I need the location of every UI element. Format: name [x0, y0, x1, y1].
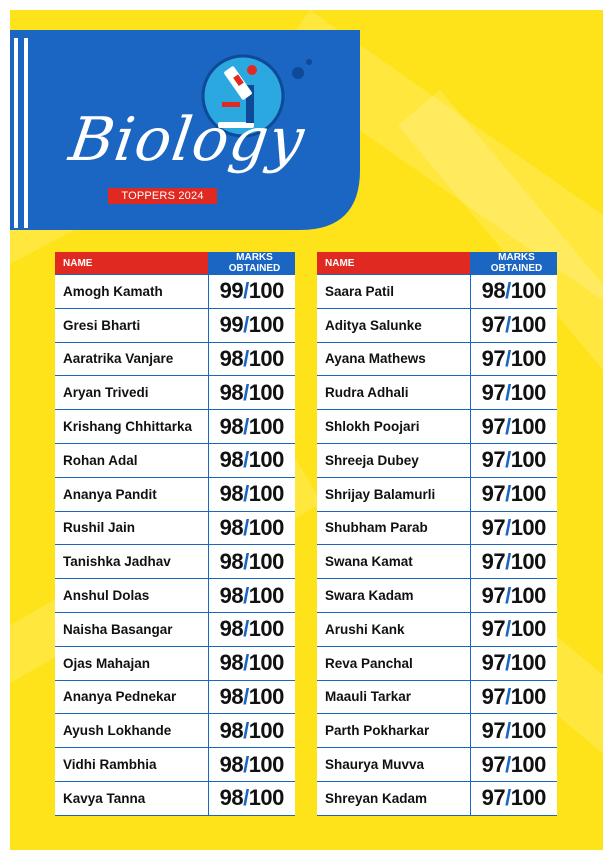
student-marks: 97/100 — [470, 342, 557, 376]
student-name: Swana Kamat — [317, 545, 470, 579]
student-name: Parth Pokharkar — [317, 714, 470, 748]
table-row — [55, 308, 295, 342]
table-row — [55, 579, 295, 613]
student-marks: 99/100 — [208, 275, 295, 309]
student-marks: 97/100 — [470, 680, 557, 714]
student-marks: 97/100 — [470, 511, 557, 545]
student-name: Aditya Salunke — [317, 308, 470, 342]
student-name: Gresi Bharti — [55, 308, 208, 342]
student-marks: 97/100 — [470, 308, 557, 342]
student-name: Ananya Pednekar — [55, 680, 208, 714]
student-marks: 98/100 — [208, 646, 295, 680]
table-row — [55, 545, 295, 579]
table-row — [317, 612, 557, 646]
table-row — [317, 680, 557, 714]
poster — [10, 10, 603, 850]
student-marks: 98/100 — [208, 477, 295, 511]
toppers-table-left — [55, 252, 295, 816]
student-name: Vidhi Rambhia — [55, 748, 208, 782]
name-column-header: NAME — [317, 252, 470, 275]
student-marks: 98/100 — [208, 714, 295, 748]
student-name: Aryan Trivedi — [55, 376, 208, 410]
table-row — [55, 477, 295, 511]
student-marks: 98/100 — [208, 748, 295, 782]
student-name: Shlokh Poojari — [317, 410, 470, 444]
student-marks: 98/100 — [208, 342, 295, 376]
student-name: Shreeja Dubey — [317, 443, 470, 477]
student-name: Aaratrika Vanjare — [55, 342, 208, 376]
student-marks: 98/100 — [208, 680, 295, 714]
student-name: Shrijay Balamurli — [317, 477, 470, 511]
student-name: Swara Kadam — [317, 579, 470, 613]
student-name: Anshul Dolas — [55, 579, 208, 613]
student-name: Ayana Mathews — [317, 342, 470, 376]
table-row — [317, 308, 557, 342]
student-name: Amogh Kamath — [55, 275, 208, 309]
table-row — [55, 511, 295, 545]
student-marks: 97/100 — [470, 477, 557, 511]
student-marks: 98/100 — [208, 410, 295, 444]
student-marks: 97/100 — [470, 748, 557, 782]
student-marks: 97/100 — [470, 714, 557, 748]
student-marks: 98/100 — [208, 545, 295, 579]
student-name: Rushil Jain — [55, 511, 208, 545]
student-name: Ayush Lokhande — [55, 714, 208, 748]
table-row — [317, 511, 557, 545]
student-name: Tanishka Jadhav — [55, 545, 208, 579]
student-marks: 98/100 — [208, 443, 295, 477]
table-row — [55, 376, 295, 410]
student-marks: 98/100 — [208, 511, 295, 545]
table-row — [317, 748, 557, 782]
student-name: Maauli Tarkar — [317, 680, 470, 714]
table-row — [317, 410, 557, 444]
student-marks: 98/100 — [470, 275, 557, 309]
table-row — [55, 680, 295, 714]
student-name: Shaurya Muvva — [317, 748, 470, 782]
student-marks: 97/100 — [470, 410, 557, 444]
table-row — [317, 275, 557, 309]
student-marks: 98/100 — [208, 612, 295, 646]
table-body — [55, 275, 295, 816]
table-row — [55, 748, 295, 782]
table-row — [55, 714, 295, 748]
table-row — [55, 342, 295, 376]
table-row — [55, 612, 295, 646]
student-name: Shubham Parab — [317, 511, 470, 545]
marks-column-header: MARKS OBTAINED — [470, 252, 557, 275]
student-name: Kavya Tanna — [55, 781, 208, 815]
table-row — [317, 714, 557, 748]
student-marks: 97/100 — [470, 443, 557, 477]
student-marks: 97/100 — [470, 579, 557, 613]
student-marks: 97/100 — [470, 781, 557, 815]
table-row — [317, 781, 557, 815]
marks-column-header: MARKS OBTAINED — [208, 252, 295, 275]
student-name: Arushi Kank — [317, 612, 470, 646]
table-row — [55, 443, 295, 477]
student-marks: 97/100 — [470, 612, 557, 646]
table-row — [55, 275, 295, 309]
table-row — [317, 443, 557, 477]
table-row — [317, 545, 557, 579]
toppers-table-right — [317, 252, 557, 816]
table-body — [317, 275, 557, 816]
student-marks: 99/100 — [208, 308, 295, 342]
table-row — [317, 579, 557, 613]
student-marks: 98/100 — [208, 579, 295, 613]
page-title: Biology — [65, 105, 309, 175]
table-row — [317, 477, 557, 511]
student-name: Reva Panchal — [317, 646, 470, 680]
student-name: Ojas Mahajan — [55, 646, 208, 680]
student-name: Shreyan Kadam — [317, 781, 470, 815]
table-row — [55, 646, 295, 680]
table-row — [317, 646, 557, 680]
student-marks: 98/100 — [208, 781, 295, 815]
student-name: Naisha Basangar — [55, 612, 208, 646]
table-row — [317, 342, 557, 376]
student-marks: 97/100 — [470, 646, 557, 680]
student-name: Rohan Adal — [55, 443, 208, 477]
table-row — [55, 781, 295, 815]
student-marks: 97/100 — [470, 545, 557, 579]
table-row — [55, 410, 295, 444]
table-row — [317, 376, 557, 410]
student-name: Ananya Pandit — [55, 477, 208, 511]
toppers-badge: TOPPERS 2024 — [108, 188, 217, 204]
name-column-header: NAME — [55, 252, 208, 275]
student-marks: 97/100 — [470, 376, 557, 410]
student-name: Rudra Adhali — [317, 376, 470, 410]
student-name: Krishang Chhittarka — [55, 410, 208, 444]
student-marks: 98/100 — [208, 376, 295, 410]
student-name: Saara Patil — [317, 275, 470, 309]
